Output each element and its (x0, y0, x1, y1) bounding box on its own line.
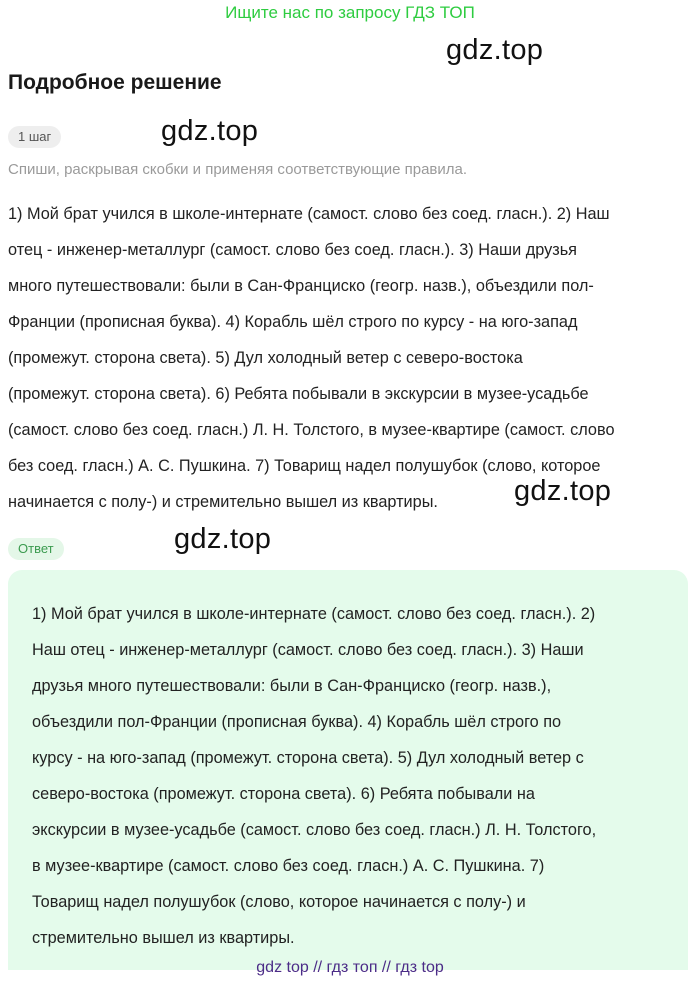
answer-line: курсу - на юго-запад (промежут. сторона света). 5) Дул холодный ветер с (32, 749, 584, 767)
solution-line: начинается с полу-) и стремительно вышел из квартиры. (8, 493, 438, 511)
solution-line: без соед. гласн.) А. С. Пушкина. 7) Товарищ надел полушубок (слово, которое (8, 457, 601, 475)
answer-badge: Ответ (8, 538, 64, 560)
solution-line: 1) Мой брат учился в школе-интернате (самост. слово без соед. гласн.). 2) Наш (8, 205, 610, 223)
answer-line: в музее-квартире (самост. слово без соед. гласн.) А. С. Пушкина. 7) (32, 857, 545, 875)
footer-links[interactable]: gdz top // гдз топ // гдз top (256, 959, 444, 976)
answer-line: друзья много путешествовали: были в Сан-Франциско (геогр. назв.), (32, 677, 552, 695)
solution-line: Франции (прописная буква). 4) Корабль шёл строго по курсу - на юго-запад (8, 313, 578, 331)
watermark: gdz.top (446, 34, 544, 66)
watermark: gdz.top (514, 475, 612, 507)
solution-line: (самост. слово без соед. гласн.) Л. Н. Толстого, в музее-квартире (самост. слово (8, 421, 615, 439)
answer-line: экскурсии в музее-усадьбе (самост. слово без соед. гласн.) Л. Н. Толстого, (32, 821, 597, 839)
answer-line: северо-востока (промежут. сторона света). 6) Ребята побывали на (32, 785, 535, 803)
solution-line: много путешествовали: были в Сан-Франциско (геогр. назв.), объездили пол- (8, 277, 594, 295)
answer-line: 1) Мой брат учился в школе-интернате (самост. слово без соед. гласн.). 2) (32, 605, 596, 623)
section-title: Подробное решение (8, 71, 222, 94)
answer-line: Наш отец - инженер-металлург (самост. слово без соед. гласн.). 3) Наши (32, 641, 584, 659)
step-badge: 1 шаг (8, 126, 61, 148)
answer-line: стремительно вышел из квартиры. (32, 929, 295, 947)
task-hint: Спиши, раскрывая скобки и применяя соответствующие правила. (8, 161, 468, 178)
top-banner[interactable]: Ищите нас по запросу ГДЗ ТОП (225, 3, 475, 22)
answer-line: объездили пол-Франции (прописная буква). 4) Корабль шёл строго по (32, 713, 562, 731)
solution-line: (промежут. сторона света). 5) Дул холодный ветер с северо-востока (8, 349, 523, 367)
solution-line: (промежут. сторона света). 6) Ребята побывали в экскурсии в музее-усадьбе (8, 385, 589, 403)
watermark: gdz.top (174, 523, 272, 555)
watermark: gdz.top (161, 115, 259, 147)
solution-text (8, 196, 690, 520)
answer-text (32, 596, 672, 956)
answer-line: Товарищ надел полушубок (слово, которое начинается с полу-) и (32, 893, 526, 911)
solution-line: отец - инженер-металлург (самост. слово без соед. гласн.). 3) Наши друзья (8, 241, 577, 259)
